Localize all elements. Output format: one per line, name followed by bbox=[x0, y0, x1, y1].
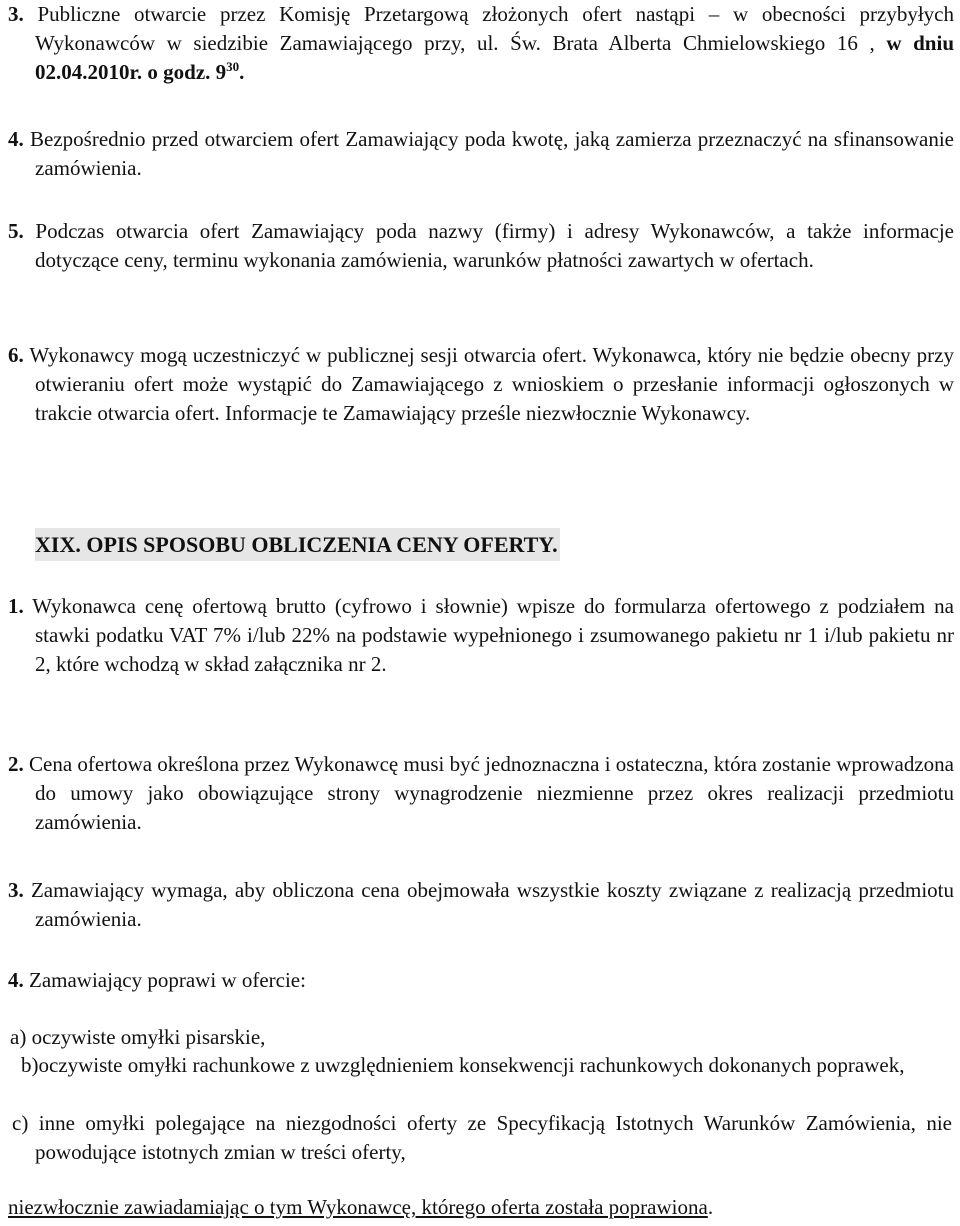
price-2-paragraph bbox=[8, 750, 954, 837]
price-1-number: 1. bbox=[8, 594, 24, 618]
section-4-text: Bezpośrednio przed otwarciem ofert Zamawiający poda kwotę, jaką zamierza przeznaczyć na sfinansowanie zamówienia. bbox=[30, 127, 954, 180]
price-4-number: 4. bbox=[8, 968, 24, 992]
correction-item-a: a) oczywiste omyłki pisarskie, bbox=[10, 1025, 266, 1049]
section-3-text: Publiczne otwarcie przez Komisję Przetargową złożonych ofert nastąpi – w obecności przybyłych Wykonawców w siedzibie Zamawiającego przy, ul. Św. Brata Alberta Chmielowskiego 16 , bbox=[35, 2, 954, 55]
price-4-paragraph bbox=[8, 966, 954, 995]
section-5-text: Podczas otwarcia ofert Zamawiający poda nazwy (firmy) i adresy Wykonawców, a także informacje dotyczące ceny, terminu wykonania zamówienia, warunków płatności zawartych w ofertach. bbox=[35, 219, 955, 272]
section-6-paragraph bbox=[8, 341, 954, 428]
price-1-text: Wykonawca cenę ofertową brutto (cyfrowo i słownie) wpisze do formularza ofertowego z podziałem na stawki podatku VAT 7% i/lub 22% na podstawie wypełnionego i zsumowanego pakietu nr 1 i/lub pakietu nr 2, które wchodzą w skład załącznika nr 2. bbox=[32, 594, 954, 676]
section-6-number: 6. bbox=[8, 343, 24, 367]
section-3-end: . bbox=[239, 60, 245, 84]
price-2-text: Cena ofertowa określona przez Wykonawcę musi być jednoznaczna i ostateczna, która zostanie wprowadzona do umowy jako obowiązujące strony wynagrodzenie niezmienne przez okres realizacji przedmiotu zamówienia. bbox=[29, 752, 955, 834]
price-4-text: Zamawiający poprawi w ofercie: bbox=[29, 968, 306, 992]
final-statement-text: niezwłocznie zawiadamiając o tym Wykonawcę, którego oferta została poprawiona bbox=[8, 1195, 708, 1219]
final-statement-end: . bbox=[707, 1195, 714, 1219]
section-5-paragraph bbox=[8, 217, 954, 275]
price-3-number: 3. bbox=[8, 878, 24, 902]
price-3-paragraph bbox=[8, 876, 954, 934]
section-3-number: 3. bbox=[8, 2, 24, 26]
section-5-number: 5. bbox=[8, 219, 24, 243]
correction-item-c: c) inne omyłki polegające na niezgodności oferty ze Specyfikacją Istotnych Warunków Zamówienia, nie powodujące istotnych zmian w treści oferty, bbox=[12, 1111, 952, 1164]
section-4-number: 4. bbox=[8, 127, 24, 151]
chapter-heading: XIX. OPIS SPOSOBU OBLICZENIA CENY OFERTY. bbox=[35, 528, 560, 561]
price-3-text: Zamawiający wymaga, aby obliczona cena obejmowała wszystkie koszty związane z realizacją przedmiotu zamówienia. bbox=[30, 878, 955, 931]
final-statement bbox=[8, 1193, 954, 1222]
section-3-date: w dniu 02.04.2010r. o godz. 9 bbox=[35, 31, 954, 84]
correction-item-b: b)oczywiste omyłki rachunkowe z uwzględnieniem konsekwencji rachunkowych dokonanych poprawek, bbox=[21, 1053, 905, 1077]
section-6-text: Wykonawcy mogą uczestniczyć w publicznej sesji otwarcia ofert. Wykonawca, który nie będzie obecny przy otwieraniu ofert może wystąpić do Zamawiającego z wnioskiem o przesłanie informacji ogłoszonych w trakcie otwarcia ofert. Informacje te Zamawiający prześle niezwłocznie Wykonawcy. bbox=[29, 343, 954, 425]
price-2-number: 2. bbox=[8, 752, 24, 776]
section-4-paragraph bbox=[8, 125, 954, 183]
section-3-time-superscript: 30 bbox=[226, 59, 240, 74]
section-3-paragraph bbox=[8, 0, 954, 87]
price-1-paragraph bbox=[8, 592, 954, 679]
